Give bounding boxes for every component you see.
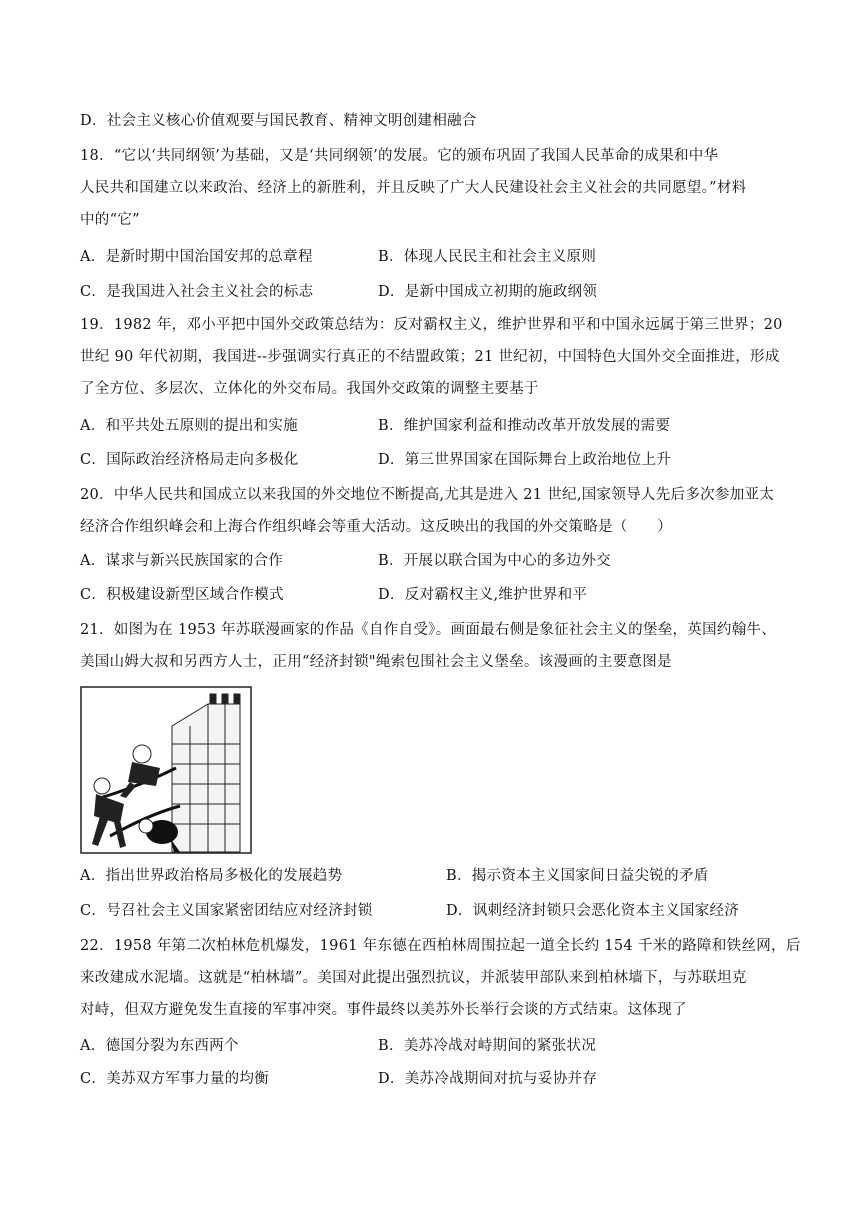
q18-option-d: D．是新中国成立初期的施政纲领 <box>378 284 598 300</box>
q21-option-b: B．揭示资本主义国家间日益尖锐的矛盾 <box>446 868 709 884</box>
q20-option-c: C．积极建设新型区域合作模式 <box>80 587 284 603</box>
q19-stem-line-2: 世纪 90 年代初期，我国进--步强调实行真正的不结盟政策；21 世纪初，中国特色大国外交全面推进，形成 <box>80 349 780 365</box>
q19-option-a: A．和平共处五原则的提出和实施 <box>80 418 298 434</box>
q20-option-b: B．开展以联合国为中心的多边外交 <box>378 553 611 569</box>
q21-option-d: D．讽刺经济封锁只会恶化资本主义国家经济 <box>446 903 740 919</box>
q18-stem-line-3: 中的“它” <box>80 212 140 228</box>
cartoon-illustration <box>80 686 252 854</box>
q20-stem-line-2: 经济合作组织峰会和上海合作组织峰会等重大活动。这反映出的我国的外交策略是（ ） <box>80 519 672 535</box>
q22-stem-line-1: 22．1958 年第二次柏林危机爆发，1961 年东德在西柏林周围拉起一道全长约 154 千米的路障和铁丝网，后 <box>80 938 801 954</box>
q20-option-d: D．反对霸权主义,维护世界和平 <box>378 587 588 603</box>
q20-option-a: A．谋求与新兴民族国家的合作 <box>80 553 284 569</box>
q18-option-c: C．是我国进入社会主义社会的标志 <box>80 284 314 300</box>
q21-option-c: C．号召社会主义国家紧密团结应对经济封锁 <box>80 903 373 919</box>
q17-option-d: D．社会主义核心价值观要与国民教育、精神文明创建相融合 <box>80 113 477 129</box>
q22-option-b: B．美苏冷战对峙期间的紧张状况 <box>378 1038 597 1054</box>
q22-stem-line-3: 对峙，但双方避免发生直接的军事冲突。事件最终以美苏外长举行会谈的方式结束。这体现了 <box>80 1002 687 1018</box>
q18-stem-line-1: 18．“它以‘共同纲领’为基础，又是‘共同纲领’的发展。它的颁布巩固了我国人民革命的成果和中华 <box>80 148 719 164</box>
q22-option-a: A．德国分裂为东西两个 <box>80 1038 239 1054</box>
q21-option-a: A．指出世界政治格局多极化的发展趋势 <box>80 868 343 884</box>
q19-option-d: D．第三世界国家在国际舞台上政治地位上升 <box>378 452 672 468</box>
q22-stem-line-2: 来改建成水泥墙。这就是“柏林墙”。美国对此提出强烈抗议，并派装甲部队来到柏林墙下，与苏联坦克 <box>80 970 747 986</box>
q21-stem-line-1: 21．如图为在 1953 年苏联漫画家的作品《自作自受》。画面最右侧是象征社会主义的堡垒，英国约翰牛、 <box>80 622 777 638</box>
q22-option-d: D．美苏冷战期间对抗与妥协并存 <box>378 1071 598 1087</box>
q19-stem-line-3: 了全方位、多层次、立体化的外交布局。我国外交政策的调整主要基于 <box>80 381 539 397</box>
q20-stem-line-1: 20．中华人民共和国成立以来我国的外交地位不断提高,尤其是进入 21 世纪,国家领导人先后多次参加亚太 <box>80 487 775 503</box>
q18-option-b: B．体现人民民主和社会主义原则 <box>378 249 597 265</box>
q19-stem-line-1: 19．1982 年，邓小平把中国外交政策总结为：反对霸权主义，维护世界和平和中国永远属于第三世界；20 <box>80 317 783 333</box>
q18-option-a: A．是新时期中国治国安邦的总章程 <box>80 249 313 265</box>
q19-option-b: B．维护国家利益和推动改革开放发展的需要 <box>378 418 671 434</box>
q19-option-c: C．国际政治经济格局走向多极化 <box>80 452 299 468</box>
q21-stem-line-2: 美国山姆大叔和另西方人士，正用“经济封锁"绳索包围社会主义堡垒。该漫画的主要意图是 <box>80 654 672 670</box>
q18-stem-line-2: 人民共和国建立以来政治、经济上的新胜利，并且反映了广大人民建设社会主义社会的共同愿望。”材料 <box>80 180 747 196</box>
q22-option-c: C．美苏双方军事力量的均衡 <box>80 1071 269 1087</box>
